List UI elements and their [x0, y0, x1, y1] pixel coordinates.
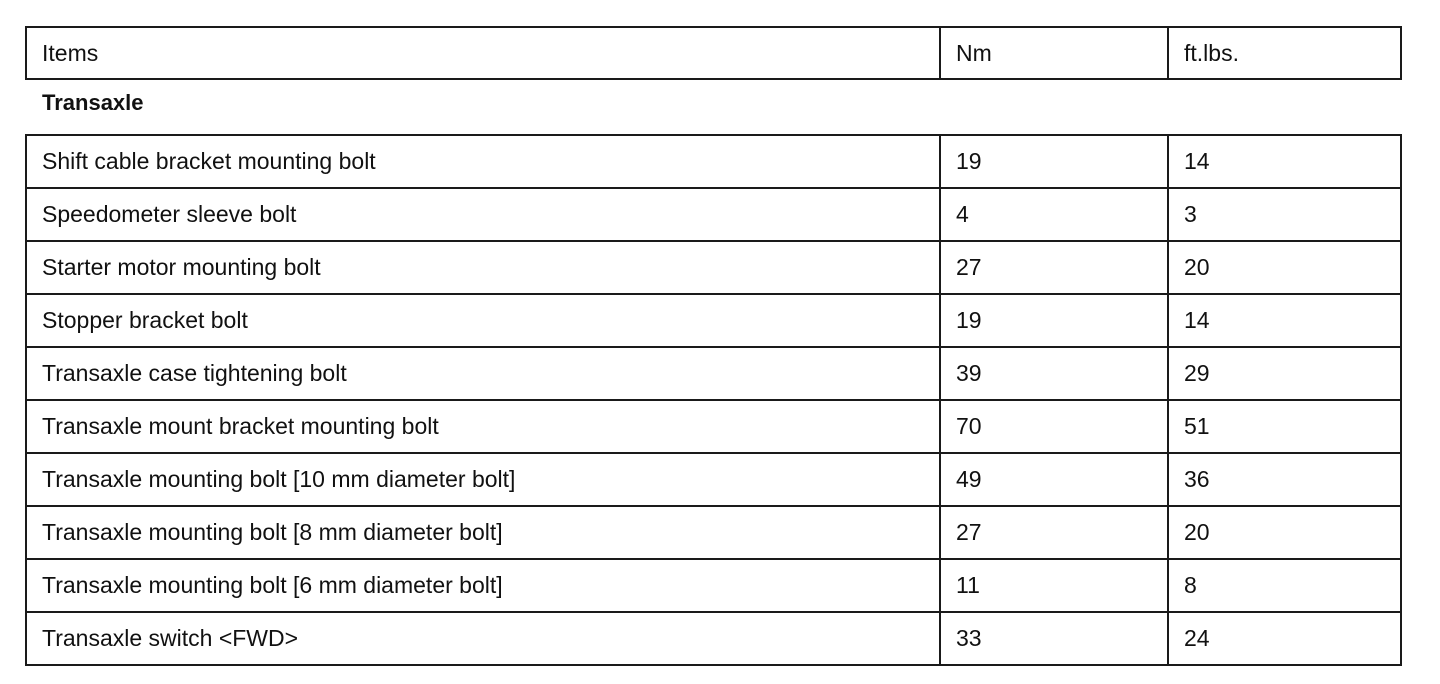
header-row: [26, 27, 1401, 79]
column-header-table: [25, 26, 1402, 80]
item-cell: Starter motor mounting bolt: [26, 241, 940, 294]
nm-cell: 4: [940, 188, 1168, 241]
ftlbs-cell: 24: [1168, 612, 1401, 665]
ftlbs-cell: 14: [1168, 135, 1401, 188]
table-row: [26, 135, 1401, 188]
table-row: [26, 294, 1401, 347]
section-title: Transaxle: [42, 90, 144, 115]
table-row: [26, 347, 1401, 400]
item-cell: Transaxle mount bracket mounting bolt: [26, 400, 940, 453]
table-row: [26, 559, 1401, 612]
header-ftlbs: ft.lbs.: [1168, 27, 1401, 79]
item-cell: Transaxle case tightening bolt: [26, 347, 940, 400]
nm-cell: 19: [940, 294, 1168, 347]
nm-cell: 39: [940, 347, 1168, 400]
nm-cell: 27: [940, 506, 1168, 559]
nm-cell: 11: [940, 559, 1168, 612]
header-nm: Nm: [940, 27, 1168, 79]
nm-cell: 27: [940, 241, 1168, 294]
nm-cell: 70: [940, 400, 1168, 453]
item-cell: Transaxle mounting bolt [6 mm diameter bolt]: [26, 559, 940, 612]
nm-cell: 19: [940, 135, 1168, 188]
table-row: [26, 506, 1401, 559]
ftlbs-cell: 8: [1168, 559, 1401, 612]
ftlbs-cell: 29: [1168, 347, 1401, 400]
ftlbs-cell: 51: [1168, 400, 1401, 453]
table-row: [26, 612, 1401, 665]
table-row: [26, 241, 1401, 294]
torque-data-table: [25, 134, 1402, 666]
ftlbs-cell: 14: [1168, 294, 1401, 347]
table-row: [26, 453, 1401, 506]
ftlbs-cell: 3: [1168, 188, 1401, 241]
ftlbs-cell: 20: [1168, 506, 1401, 559]
table-row: [26, 400, 1401, 453]
ftlbs-cell: 36: [1168, 453, 1401, 506]
header-items: Items: [26, 27, 940, 79]
item-cell: Speedometer sleeve bolt: [26, 188, 940, 241]
item-cell: Stopper bracket bolt: [26, 294, 940, 347]
ftlbs-cell: 20: [1168, 241, 1401, 294]
item-cell: Transaxle switch <FWD>: [26, 612, 940, 665]
nm-cell: 33: [940, 612, 1168, 665]
nm-cell: 49: [940, 453, 1168, 506]
table-row: [26, 188, 1401, 241]
item-cell: Transaxle mounting bolt [10 mm diameter bolt]: [26, 453, 940, 506]
item-cell: Shift cable bracket mounting bolt: [26, 135, 940, 188]
item-cell: Transaxle mounting bolt [8 mm diameter bolt]: [26, 506, 940, 559]
